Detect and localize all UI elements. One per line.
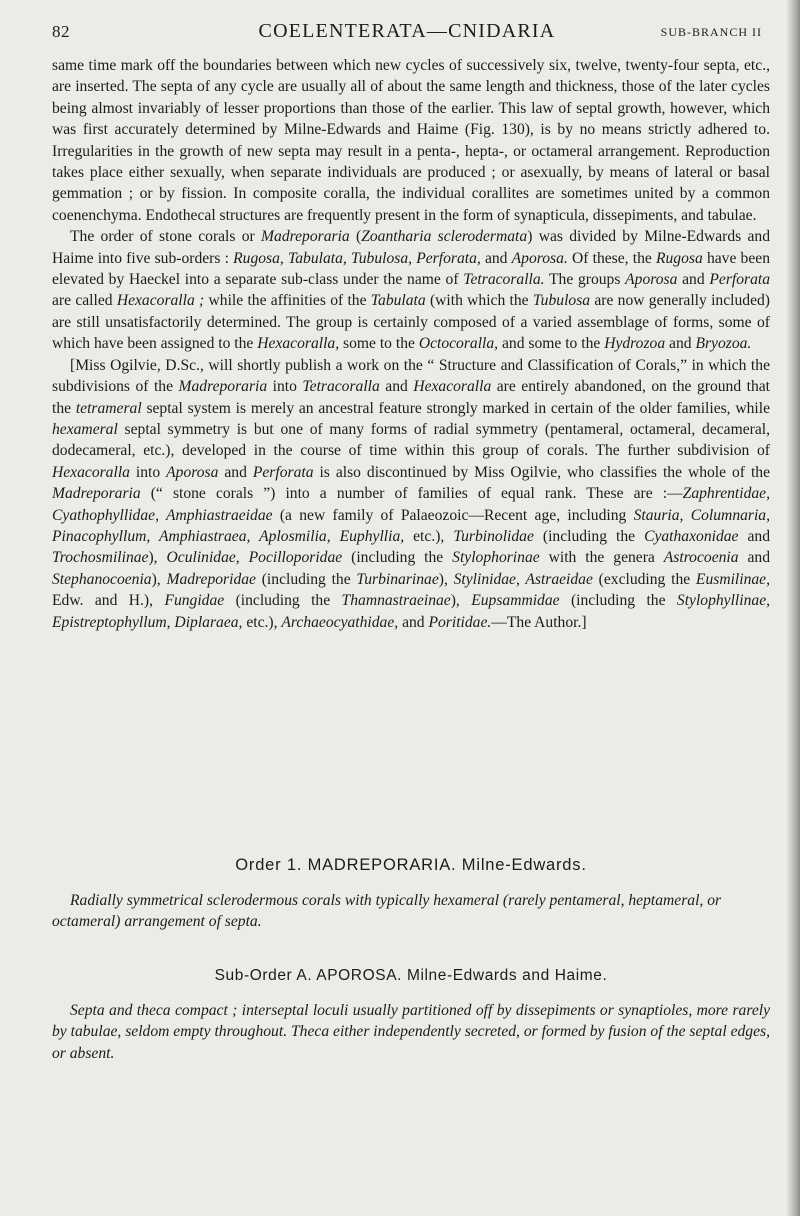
text-run: The order of stone corals or (70, 228, 262, 246)
text-run: (with which the (425, 292, 533, 310)
italic-run: Stauria, Columnaria, Pinacophyllum, Amphiastraea, Aplosmilia, Euphyllia, (52, 506, 771, 545)
italic-run: Zaphrentidae, Cyathophyllidae, Amphiastraeidae (52, 485, 770, 524)
italic-run: Zoantharia sclerodermata (361, 228, 528, 246)
text-run: ), (151, 570, 167, 588)
italic-run: Cyathaxonidae (644, 527, 739, 545)
text-run: and (480, 249, 512, 267)
text-run: (“ stone corals ”) into a number of families of equal rank. These are :— (140, 485, 683, 503)
italic-run: Tetracoralla. (463, 271, 545, 289)
paragraph-3 (52, 355, 770, 633)
italic-run: Stylinidae, Astraeidae (453, 570, 593, 588)
italic-run: Hexacoralla, (257, 335, 340, 353)
text-run: [Miss Ogilvie, D.Sc., will shortly publish a work on the “ Structure and Classification of Corals,” in which the subdivisions of the (52, 356, 770, 396)
italic-run: Perforata (252, 463, 314, 481)
italic-run: Aporosa (625, 271, 678, 289)
page-number: 82 (52, 22, 70, 41)
text-run: and (379, 378, 414, 396)
italic-run: Turbinarinae (356, 570, 439, 588)
text-run: into (129, 463, 167, 481)
italic-run: Madreporaria (178, 378, 268, 396)
text-run: are now generally included) are still unsatisfactorily determined. The group is certainly composed of a varied assemblage of forms, some of which have been assigned to the (52, 292, 770, 353)
text-run: and (665, 335, 696, 353)
text-run: ), (450, 592, 472, 610)
text-run: septal symmetry is but one of many forms of radial symmetry (pentameral, octameral, decameral, dodecameral, etc.), developed in the course of time within this group of corals. The further subdivision of (52, 420, 770, 460)
text-run: (a new family of Palaeozoic—Recent age, including (272, 506, 634, 524)
text-run: ), (438, 570, 454, 588)
italic-run: Perforata (709, 271, 771, 289)
text-run: (excluding the (592, 570, 696, 588)
running-title: COELENTERATA—CNIDARIA (258, 20, 556, 42)
text-run: —The Author.] (491, 613, 587, 631)
text-run: have been elevated by Haeckel into a separate sub-class under the name of (52, 249, 770, 289)
italic-run: Hexacoralla (52, 463, 130, 481)
italic-run: Fungidae (164, 592, 225, 610)
italic-run: Hydrozoa (604, 335, 666, 353)
text-run: (including the (342, 549, 453, 567)
text-run: (including the (255, 570, 357, 588)
text-run: The groups (544, 271, 626, 289)
italic-run: Octocoralla, (418, 335, 499, 353)
italic-run: Poritidae. (428, 613, 492, 631)
italic-run: Tetracoralla (302, 378, 380, 396)
italic-run: tetrameral (75, 399, 142, 417)
italic-run: Tabulata (370, 292, 426, 310)
text-run: are entirely abandoned, on the ground that the (52, 378, 770, 417)
italic-run: Aporosa. (511, 249, 568, 267)
text-run: and (677, 271, 710, 289)
italic-run: Stylophorinae (452, 549, 540, 567)
order-heading: Order 1. MADREPORARIA. Milne-Edwards. (235, 856, 587, 874)
italic-run: Aporosa (166, 463, 219, 481)
italic-run: Madreporaria (52, 485, 141, 503)
italic-run: Trochosmilinae (52, 549, 149, 567)
text-run: ), (148, 549, 167, 567)
text-run: and (398, 613, 429, 631)
italic-run: Rugosa, Tabulata, Tubulosa, Perforata, (233, 249, 481, 267)
suborder-heading: Sub-Order A. APOROSA. Milne-Edwards and Haime. (214, 967, 608, 984)
text-run: (including the (224, 592, 342, 610)
text-run: ( (349, 228, 362, 246)
text-run: with the genera (539, 549, 664, 567)
italic-run: Oculinidae, Pocilloporidae (166, 549, 343, 567)
suborder-definition: Septa and theca compact ; interseptal loculi usually partitioned off by dissepiments or synaptioles, more rarely by tabulae, seldom empty throughout. Theca either independently secreted, or formed by fusion of the septal edges, or absent. (52, 1002, 770, 1062)
italic-run: hexameral (52, 420, 118, 438)
text-run: while the affinities of the (204, 292, 371, 310)
italic-run: Rugosa (655, 249, 703, 267)
text-run: (including the (533, 527, 645, 545)
text-run: Of these, the (567, 249, 656, 267)
running-header (52, 20, 762, 50)
body-text (52, 55, 770, 633)
italic-run: Hexacoralla (413, 378, 492, 396)
text-run: and (738, 549, 771, 567)
text-run: and (738, 527, 770, 545)
italic-run: Eupsammidae (471, 592, 560, 610)
text-run: (including the (559, 592, 677, 610)
text-run: Edw. and H.), (52, 592, 165, 610)
text-run: and some to the (498, 335, 605, 353)
italic-run: Archaeocyathidae, (281, 613, 399, 631)
italic-run: Stylophyllinae, Epistreptophyllum, Diplaraea, (52, 592, 771, 631)
order-definition: Radially symmetrical sclerodermous corals with typically hexameral (rarely pentameral, heptameral, or octameral) arrangement of septa. (52, 892, 722, 931)
italic-run: Tubulosa (532, 292, 591, 310)
running-head-right: SUB-BRANCH II (660, 25, 762, 39)
text-run: ) was divided by Milne-Edwards and Haime into five sub-orders : (52, 228, 771, 267)
italic-run: Hexacoralla ; (116, 292, 205, 310)
italic-run: Thamnastraeinae (341, 592, 451, 610)
text-run: into (267, 378, 303, 396)
italic-run: Madreporidae (166, 570, 256, 588)
text-run: is also discontinued by Miss Ogilvie, who classifies the whole of the (313, 463, 771, 481)
text-run: same time mark off the boundaries between which new cycles of successively six, twelve, twenty-four septa, etc., are inserted. The septa of any cycle are usually all of about the same length and thickness, those of the later cycles being almost invariably of lesser proportions than those of the earlier. This law of septal growth, however, which was first accurately determined by Milne-Edwards and Haime (Fig. 130), is by no means strictly adhered to. Irregularities in the growth of new septa may result in a penta-, hepta-, or octameral arrangement. Reproduction takes place either sexually, when separate individuals are produced ; or asexually, by means of lateral or basal gemmation ; or by fission. In composite coralla, the individual corallites are sometimes united by a common coenenchyma. Endothecal structures are frequently present in the form of synapticula, dissepiments, and tabulae. (52, 57, 770, 224)
paragraph-1 (52, 55, 770, 226)
text-run: and (218, 463, 253, 481)
text-run: etc.), (404, 527, 454, 545)
text-run: some to the (339, 335, 419, 353)
italic-run: Astrocoenia (663, 549, 739, 567)
text-run: are called (52, 292, 117, 310)
italic-run: Madreporaria (261, 228, 350, 246)
page-edge-shadow (786, 0, 800, 1216)
paragraph-2 (52, 226, 770, 354)
text-run: etc.), (242, 613, 282, 631)
italic-run: Turbinolidae (453, 527, 534, 545)
italic-run: Bryozoa. (695, 335, 752, 353)
italic-run: Eusmilinae, (695, 570, 770, 588)
text-run: septal system is merely an ancestral feature strongly marked in certain of the older families, while (141, 399, 770, 417)
italic-run: Stephanocoenia (52, 570, 152, 588)
